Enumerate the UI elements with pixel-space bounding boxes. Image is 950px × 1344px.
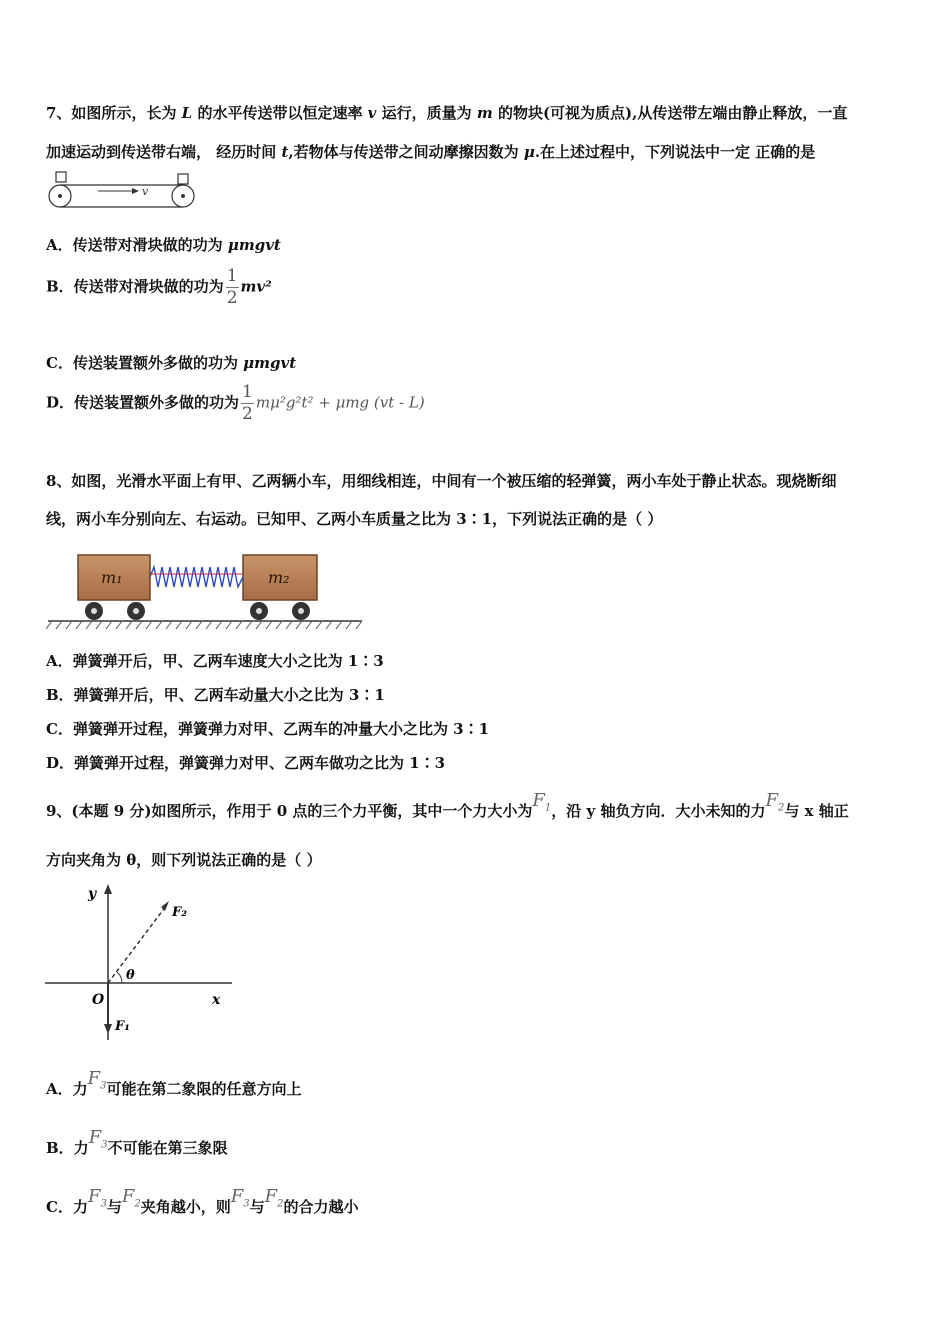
q7-option-d: D．传送装置额外多做的功为 $\frac{1}{2}$ mμ²g²t² + μmg (vt - L) [46, 382, 425, 424]
fraction-half: $\frac{1}{2}$ [226, 266, 238, 308]
f1-label: F₁ [115, 1019, 130, 1034]
symbol-f2: $F_2$ [121, 1186, 141, 1210]
q7-line-1: 7、如图所示，长为 L 的水平传送带以恒定速率 v 运行，质量为 m 的物块(可视为质点),从传送带左端由静止释放，一直 [46, 104, 848, 122]
conveyor-belt-figure [46, 170, 196, 212]
two-carts-figure [46, 550, 366, 634]
cart-2-label: m₂ [268, 568, 290, 587]
q9-line-1: 9、(本题 9 分)如图所示，作用于 0 点的三个力平衡，其中一个力大小为$F_1$，沿 y 轴负方向．大小未知的力$F_2$与 x 轴正 [46, 790, 849, 820]
q9-line-2: 方向夹角为 θ，则下列说法正确的是（ ） [46, 851, 322, 869]
q8-option-d: D．弹簧弹开过程，弹簧弹力对甲、乙两车做功之比为 1∶3 [46, 754, 446, 772]
q8-line-2: 线，两小车分别向左、右运动。已知甲、乙两小车质量之比为 3∶1，下列说法正确的是（ ） [46, 510, 663, 528]
q9-option-b: B．力$F_3$不可能在第三象限 [46, 1127, 228, 1157]
symbol-f2: $F_2$ [264, 1186, 284, 1210]
symbol-f1: $F_1$ [532, 790, 552, 814]
f2-label: F₂ [172, 905, 187, 920]
y-axis-label: y [88, 886, 97, 902]
symbol-f2: $F_2$ [765, 790, 785, 814]
q7-option-c: C．传送装置额外多做的功为 μmgvt [46, 354, 297, 372]
q8-line-1: 8、如图，光滑水平面上有甲、乙两辆小车，用细线相连，中间有一个被压缩的轻弹簧，两小车处于静止状态。现烧断细 [46, 472, 837, 490]
q7-option-a: A．传送带对滑块做的功为 μmgvt [46, 236, 281, 254]
symbol-f3: $F_3$ [88, 1127, 108, 1151]
q9-option-a: A．力$F_3$可能在第二象限的任意方向上 [46, 1068, 302, 1098]
force-diagram [42, 880, 242, 1055]
origin-label: O [92, 992, 105, 1008]
q9-option-c: C．力$F_3$与$F_2$夹角越小，则$F_3$与$F_2$的合力越小 [46, 1186, 359, 1216]
theta-label: θ [126, 968, 135, 983]
symbol-f3: $F_3$ [230, 1186, 250, 1210]
cart-1-label: m₁ [101, 568, 123, 587]
velocity-label: v [142, 185, 149, 198]
q7-option-b: B．传送带对滑块做的功为 $\frac{1}{2}$ mv² [46, 266, 272, 308]
fraction-half: $\frac{1}{2}$ [242, 382, 253, 424]
q7-line-2: 加速运动到传送带右端， 经历时间 t,若物体与传送带之间动摩擦因数为 μ.在上述过程中，下列说法中一定 正确的是 [46, 143, 816, 161]
x-axis-label: x [212, 992, 221, 1008]
symbol-f3: $F_3$ [87, 1068, 107, 1092]
q8-option-c: C．弹簧弹开过程，弹簧弹力对甲、乙两车的冲量大小之比为 3∶1 [46, 720, 490, 738]
q8-option-a: A．弹簧弹开后，甲、乙两车速度大小之比为 1∶3 [46, 652, 384, 670]
q8-option-b: B．弹簧弹开后，甲、乙两车动量大小之比为 3∶1 [46, 686, 385, 704]
symbol-f3: $F_3$ [87, 1186, 107, 1210]
